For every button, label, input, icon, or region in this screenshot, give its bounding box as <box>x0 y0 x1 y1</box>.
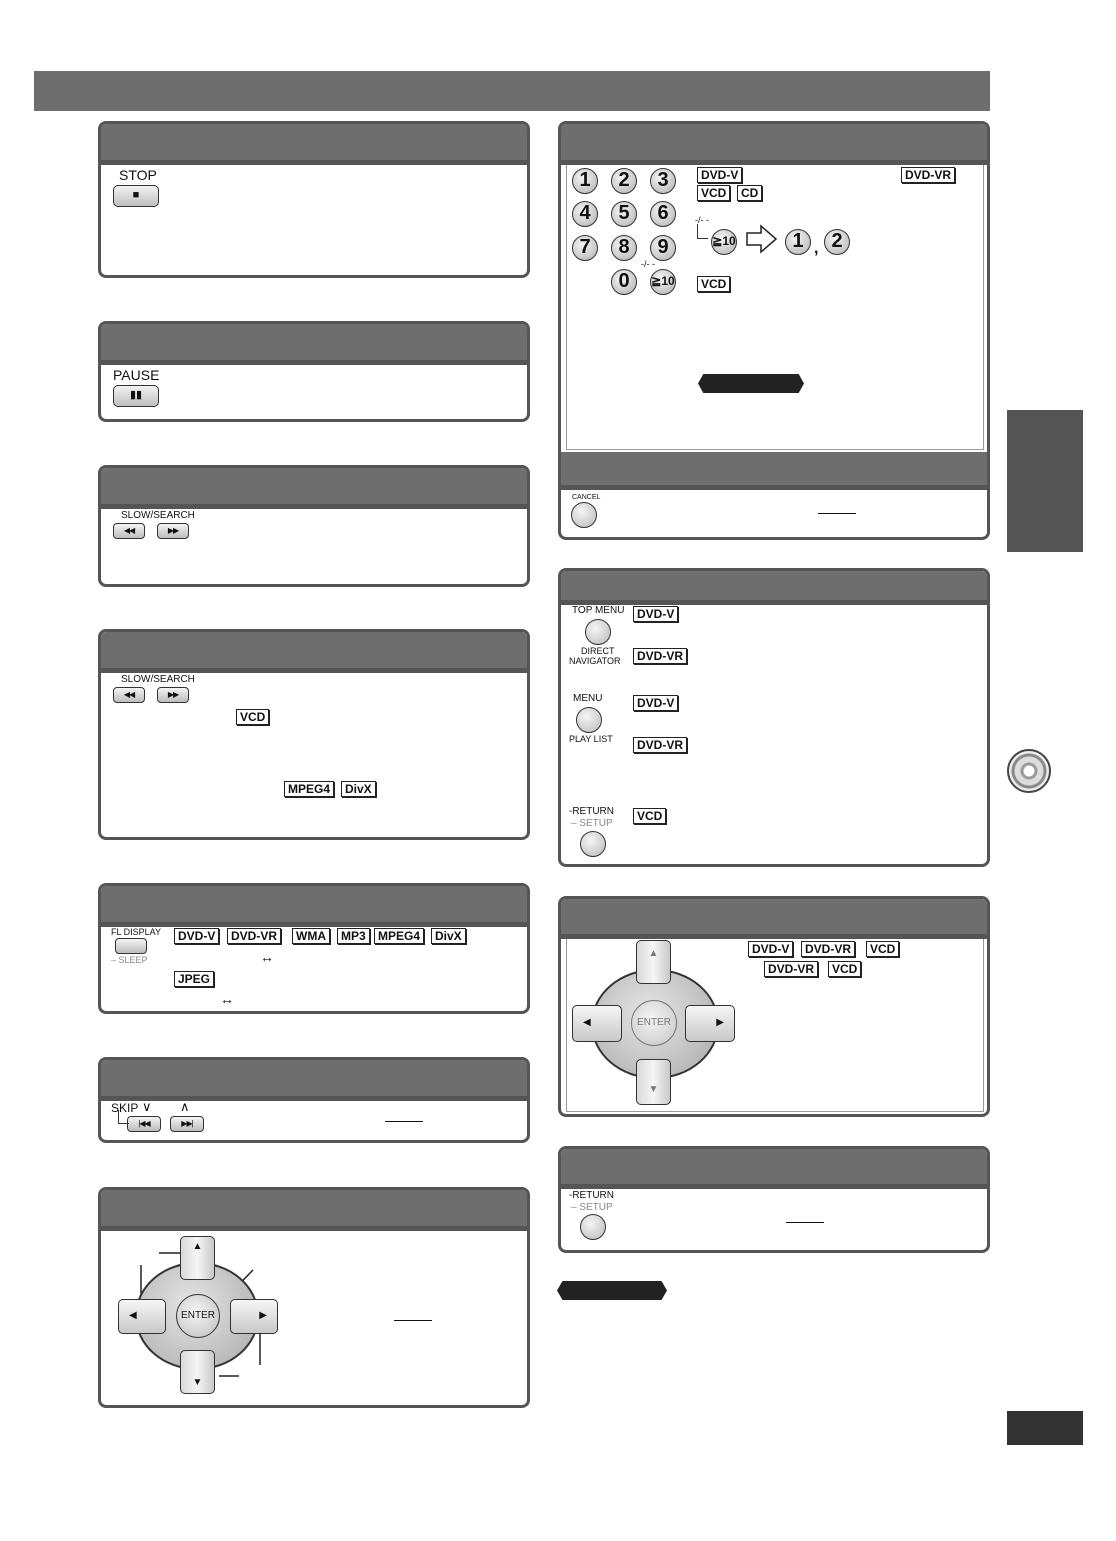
stop-button[interactable]: ■ <box>113 185 159 207</box>
search-panel-header <box>101 468 527 504</box>
tag-vcd-menu: VCD <box>633 808 666 824</box>
digit-7-button[interactable]: 7 <box>572 235 598 261</box>
note-badge-2 <box>557 1281 667 1300</box>
direct-label-1: DIRECT <box>581 646 615 656</box>
tag-mp3: MP3 <box>337 928 370 944</box>
digit-3-button[interactable]: 3 <box>650 168 676 194</box>
return-button[interactable] <box>580 831 606 857</box>
tag-dvdvr-cur-2: DVD-VR <box>764 961 818 977</box>
tag-dvdvr-cur: DVD-VR <box>801 941 855 957</box>
skip-up-symbol: ∧ <box>180 1099 190 1114</box>
tag-divx-2: DivX <box>431 928 466 944</box>
digit-0-button[interactable]: 0 <box>611 269 637 295</box>
tag-mpeg4: MPEG4 <box>284 781 334 797</box>
pause-button[interactable]: ▮▮ <box>113 385 159 407</box>
return-label: -RETURN <box>569 806 614 817</box>
return-label-2: -RETURN <box>569 1190 614 1201</box>
direct-label-2: NAVIGATOR <box>569 656 621 666</box>
return-button-2[interactable] <box>580 1214 606 1240</box>
tag-dvdvr-menu: DVD-VR <box>633 648 687 664</box>
digit-1-button[interactable]: 1 <box>572 168 598 194</box>
setup-label: – SETUP <box>571 818 613 829</box>
skip-back-button[interactable]: |◀◀ <box>127 1116 161 1132</box>
digit-4-button[interactable]: 4 <box>572 201 598 227</box>
tag-dvdv: DVD-V <box>174 928 219 944</box>
skip-label: SKIP <box>111 1101 139 1115</box>
sleep-label: – SLEEP <box>111 955 148 965</box>
arrow-right-icon <box>746 224 778 254</box>
numbers-panel <box>558 121 990 540</box>
cancel-label: CANCEL <box>572 494 601 501</box>
menu-button[interactable] <box>576 707 602 733</box>
cursor-enter-button-right[interactable]: ENTER <box>631 1000 677 1046</box>
cursor-right-button[interactable]: ▶ <box>230 1299 278 1334</box>
fl-display-panel-header <box>101 886 527 922</box>
skip-panel <box>98 1057 530 1143</box>
digit-2-button[interactable]: 2 <box>611 168 637 194</box>
digit-6-button[interactable]: 6 <box>650 201 676 227</box>
slow-forward-button[interactable]: ▶▶ <box>157 687 189 703</box>
slow-search-label-2: SLOW/SEARCH <box>121 674 195 685</box>
cursor-up-button[interactable]: ▲ <box>180 1236 215 1280</box>
cursor-panel-right <box>558 896 990 1117</box>
tag-dvdvr: DVD-VR <box>227 928 281 944</box>
slow-rewind-button[interactable]: ◀◀ <box>113 687 145 703</box>
disc-icon <box>1007 749 1051 793</box>
top-menu-label: TOP MENU <box>572 605 625 616</box>
return-panel-header <box>561 1149 987 1184</box>
setup-label-2: – SETUP <box>571 1202 613 1213</box>
digit-10-button[interactable]: ≧10 <box>650 269 676 295</box>
tag-vcd: VCD <box>236 709 269 725</box>
tag-vcd-cur: VCD <box>866 941 899 957</box>
cancel-header <box>561 452 987 485</box>
tag-dvdvr-menu-2: DVD-VR <box>633 737 687 753</box>
cursor-enter-button[interactable]: ENTER <box>176 1294 220 1338</box>
cancel-button[interactable] <box>571 502 597 528</box>
cursor-down-button-right[interactable]: ▼ <box>636 1059 671 1105</box>
tag-divx: DivX <box>341 781 376 797</box>
example-prefix: -/- - <box>695 215 709 225</box>
tag-cd-num: CD <box>737 185 762 201</box>
cursor-panel-right-header <box>561 899 987 934</box>
cursor-down-button[interactable]: ▼ <box>180 1350 215 1394</box>
tag-vcd-num-2: VCD <box>697 276 730 292</box>
search-panel <box>98 465 530 587</box>
stop-label: STOP <box>119 167 157 183</box>
pause-label: PAUSE <box>113 367 160 383</box>
cursor-left-button-right[interactable]: ◀ <box>572 1005 622 1042</box>
note-badge-1 <box>698 374 804 393</box>
search-rewind-button[interactable]: ◀◀ <box>113 523 145 539</box>
tag-dvdvr-num: DVD-VR <box>901 167 955 183</box>
cursor-left-button[interactable]: ◀ <box>118 1299 166 1334</box>
digit-10-prefix: -/- - <box>641 259 655 269</box>
numbers-panel-header <box>561 124 987 160</box>
fl-display-panel <box>98 883 530 1014</box>
slow-panel <box>98 629 530 840</box>
example-digit-1: 1 <box>785 229 811 255</box>
slow-search-label: SLOW/SEARCH <box>121 510 195 521</box>
skip-panel-header <box>101 1060 527 1096</box>
tag-dvdv-menu-2: DVD-V <box>633 695 678 711</box>
side-tab <box>1007 410 1083 552</box>
play-list-label: PLAY LIST <box>569 734 613 744</box>
stop-panel-header <box>101 124 527 160</box>
tag-dvdv-menu: DVD-V <box>633 606 678 622</box>
top-menu-button[interactable] <box>585 619 611 645</box>
fl-display-label: FL DISPLAY <box>111 927 162 937</box>
digit-5-button[interactable]: 5 <box>611 201 637 227</box>
arrow-symbol-2: ↔ <box>220 991 234 1007</box>
digit-9-button[interactable]: 9 <box>650 235 676 261</box>
tag-dvdv-cur: DVD-V <box>748 941 793 957</box>
skip-down-symbol: ∨ <box>142 1099 152 1114</box>
cursor-right-button-right[interactable]: ▶ <box>685 1005 735 1042</box>
pause-panel <box>98 321 530 422</box>
tag-wma: WMA <box>292 928 330 944</box>
example-digit-10: ≧10 <box>711 229 737 255</box>
search-forward-button[interactable]: ▶▶ <box>157 523 189 539</box>
tag-vcd-num: VCD <box>697 185 730 201</box>
menu-panel <box>558 568 990 867</box>
example-digit-2: 2 <box>824 229 850 255</box>
menu-panel-header <box>561 571 987 600</box>
page-number-box <box>1007 1411 1083 1445</box>
stop-panel <box>98 121 530 278</box>
skip-forward-button[interactable]: ▶▶| <box>170 1116 204 1132</box>
example-comma: , <box>814 240 819 257</box>
arrow-symbol-1: ↔ <box>260 949 274 965</box>
tag-jpeg: JPEG <box>174 971 214 987</box>
return-panel <box>558 1146 990 1253</box>
menu-label: MENU <box>573 693 603 704</box>
page-header-bar <box>34 71 990 111</box>
tag-mpeg4-2: MPEG4 <box>374 928 424 944</box>
cursor-panel <box>98 1187 530 1408</box>
tag-dvdv-num: DVD-V <box>697 167 742 183</box>
slow-panel-header <box>101 632 527 668</box>
pause-panel-header <box>101 324 527 360</box>
tag-vcd-cur-2: VCD <box>828 961 861 977</box>
fl-display-button[interactable] <box>115 938 147 954</box>
cursor-up-button-right[interactable]: ▲ <box>636 940 671 984</box>
digit-8-button[interactable]: 8 <box>611 235 637 261</box>
